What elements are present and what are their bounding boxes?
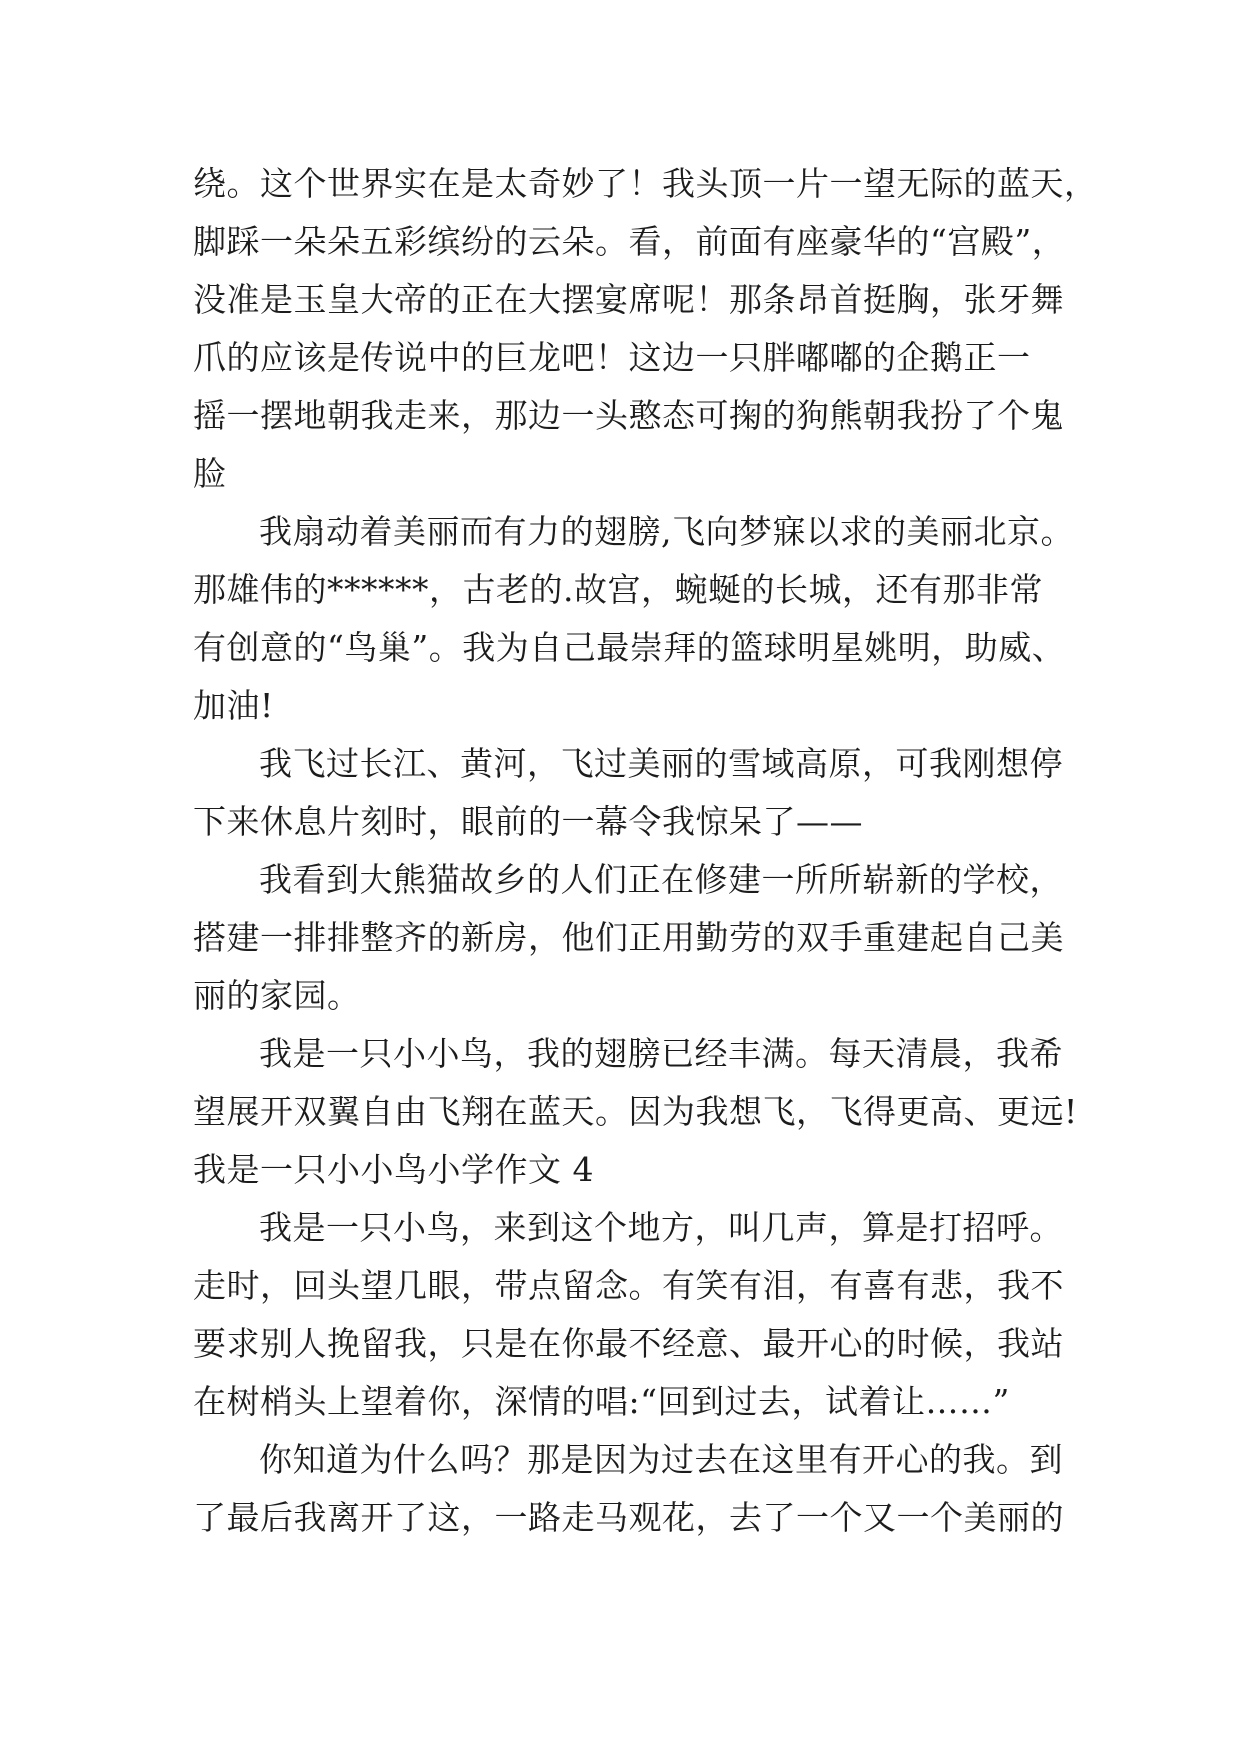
text-line: 有创意的“鸟巢”。我为自己最崇拜的篮球明星姚明，助威、	[193, 628, 1066, 667]
text-line: 加油!	[193, 686, 274, 725]
text-line: 摇一摆地朝我走来，那边一头憨态可掬的狗熊朝我扮了个鬼	[193, 396, 1064, 435]
text-line: 搭建一排排整齐的新房，他们正用勤劳的双手重建起自己美	[193, 918, 1064, 957]
section-heading: 我是一只小小鸟小学作文 4	[193, 1150, 594, 1189]
paragraph-start-line: 我飞过长江、黄河，飞过美丽的雪域高原，可我刚想停	[259, 744, 1063, 783]
paragraph-start-line: 我是一只小鸟，来到这个地方，叫几声，算是打招呼。	[259, 1208, 1063, 1247]
text-line: 了最后我离开了这，一路走马观花，去了一个又一个美丽的	[193, 1498, 1064, 1537]
text-line: 下来休息片刻时，眼前的一幕令我惊呆了——	[193, 802, 863, 841]
text-line: 要求别人挽留我，只是在你最不经意、最开心的时候，我站	[193, 1324, 1064, 1363]
text-line: 丽的家园。	[193, 976, 361, 1015]
text-line: 望展开双翼自由飞翔在蓝天。因为我想飞，飞得更高、更远!	[193, 1092, 1078, 1131]
text-line: 没准是玉皇大帝的正在大摆宴席呢！那条昂首挺胸，张牙舞	[193, 280, 1064, 319]
paragraph-start-line: 我看到大熊猫故乡的人们正在修建一所所崭新的学校，	[259, 860, 1063, 899]
text-line: 绕。这个世界实在是太奇妙了！我头顶一片一望无际的蓝天，	[193, 164, 1098, 203]
text-line: 脚踩一朵朵五彩缤纷的云朵。看，前面有座豪华的“宫殿”，	[193, 222, 1066, 261]
text-line: 在树梢头上望着你，深情的唱:“回到过去，试着让……”	[193, 1382, 1010, 1421]
paragraph-start-line: 我是一只小小鸟，我的翅膀已经丰满。每天清晨，我希	[259, 1034, 1063, 1073]
text-line: 爪的应该是传说中的巨龙吧！这边一只胖嘟嘟的企鹅正一	[193, 338, 1031, 377]
document-body	[193, 155, 1098, 1547]
text-line: 脸	[193, 454, 227, 493]
text-line: 那雄伟的******，古老的.故宫，蜿蜒的长城，还有那非常	[193, 570, 1043, 609]
text-line: 走时，回头望几眼，带点留念。有笑有泪，有喜有悲，我不	[193, 1266, 1064, 1305]
paragraph-start-line: 我扇动着美丽而有力的翅膀,飞向梦寐以求的美丽北京。	[259, 512, 1074, 551]
paragraph-start-line: 你知道为什么吗？那是因为过去在这里有开心的我。到	[259, 1440, 1063, 1479]
